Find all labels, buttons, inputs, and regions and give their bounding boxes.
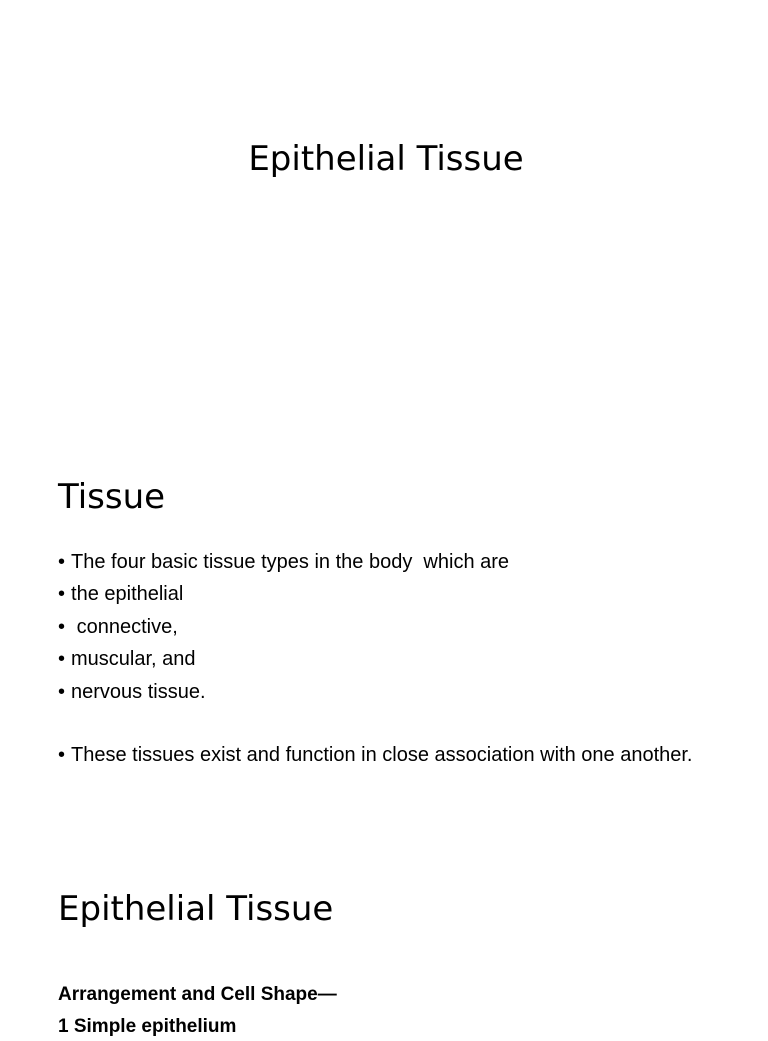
list-item-text: The four basic tissue types in the body which are	[71, 551, 510, 573]
arrangement-subheading: Arrangement and Cell Shape—	[58, 984, 337, 1005]
list-item	[58, 676, 693, 708]
list-item-text: nervous tissue.	[71, 680, 206, 703]
bullet-icon: •	[58, 615, 66, 638]
list-item	[58, 643, 693, 675]
list-item-text: connective,	[71, 615, 178, 638]
bullet-icon: •	[58, 583, 66, 606]
bullet-icon: •	[58, 648, 66, 671]
list-item-text: muscular, and	[71, 648, 196, 671]
list-item	[58, 546, 693, 578]
bullet-icon: •	[58, 744, 66, 767]
list-item	[58, 611, 693, 643]
list-item	[58, 578, 693, 610]
slide-title: Epithelial Tissue	[248, 139, 524, 179]
bullet-icon: •	[58, 551, 66, 573]
simple-epithelium-item: 1 Simple epithelium	[58, 1016, 237, 1037]
section-heading-tissue: Tissue	[58, 477, 166, 517]
bullet-icon: •	[58, 680, 66, 703]
tissue-bullet-list	[58, 546, 693, 772]
list-item-text: These tissues exist and function in close association with one another.	[71, 744, 693, 767]
list-item	[58, 739, 693, 771]
section-heading-epithelial-tissue: Epithelial Tissue	[58, 889, 334, 929]
list-item-text: the epithelial	[71, 583, 184, 606]
